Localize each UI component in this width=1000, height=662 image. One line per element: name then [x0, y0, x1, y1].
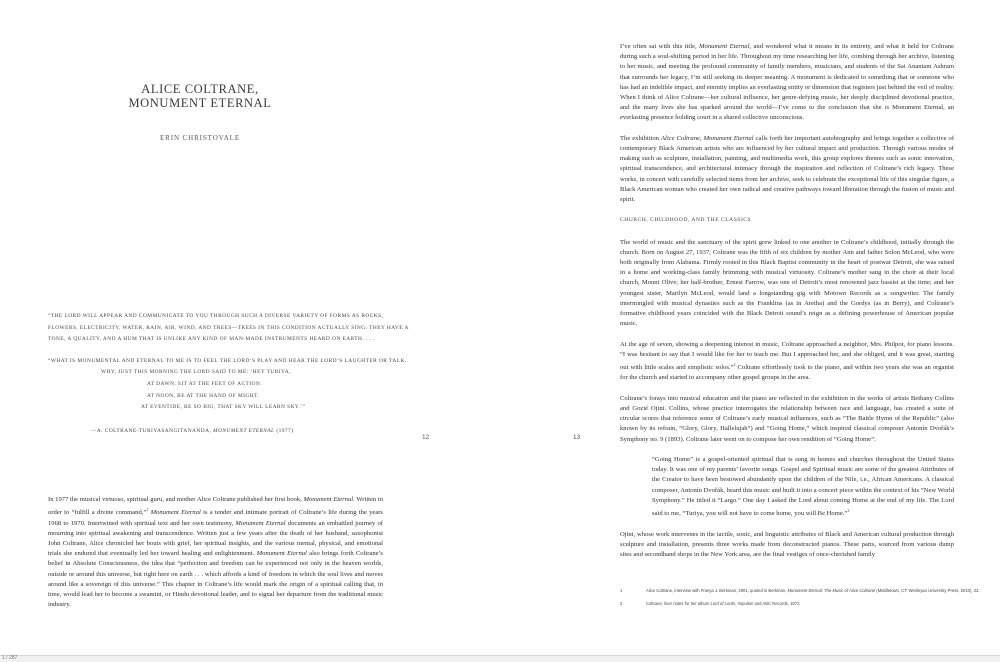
footnote-text — [646, 588, 1000, 595]
paragraph — [620, 340, 954, 384]
author-name: ERIN CHRISTOVALE — [159, 134, 241, 142]
body-text: documents an embattled journey of mourning into spiritual awakening and transcendence. Written just a few years after the death of her husband, saxophonist John Coltrane, Alice chronicled her bouts with grief, her spiritual insights, and the various mental, physical, and emotional trials she endured that eventually led her toward healing and enlightenment. — [48, 519, 383, 558]
section-heading: CHURCH, CHILDHOOD, AND THE CLASSICS — [620, 217, 752, 224]
footnote-body: Impulse! and ABC Records, 1972. — [737, 601, 801, 606]
footnote-ref: 2 — [733, 362, 736, 368]
body-text: also brings forth Coltrane’s belief in Absolute Consciousness, the idea that “perfection and freedom can be experienced not only in the heaven worlds, outside or around this universe, but right here on earth . . . which affords a kind of freedom in which the soul lives and moves around like a sovereign of this universe.” This chapter in Coltrane’s life would mark the origin of a spiritual calling that, in time, would lead her to become a swamini, or Hindu devotional leader, and to signal her departure from the traditional music industry. — [48, 550, 383, 609]
emphasis: is — [884, 104, 890, 112]
body-text: calls forth her important autobiography and brings together a collective of contemporary Black American artists who are influenced by her cultural impact and production. Through various modes of making such as sculpture, installation, painting, and multimedia work, this group explores themes such as sonic innovation, spiritual transcendence, and architectural intimacy through the inspiration and reflection of Coltrane’s rich legacy. These works, in concert with carefully selected items from her archive, seek to celebrate the exceptional life of this singular figure, a Black American woman who created her own radical and creative pathways toward liberation through the fusion of music and spirit. — [620, 134, 955, 204]
left-page — [0, 0, 500, 655]
body-text: is a tender and intimate portrait of Coltrane’s life during the years 1968 to 1970. Intertwined with spiritual text and her own testimony, — [48, 509, 384, 527]
paragraph — [620, 42, 954, 124]
body-text: Written in order to “fulfill a divine command,” — [48, 496, 384, 517]
footnote-title: Lord of Lords, — [710, 601, 737, 606]
book-title: Monument Eternal. — [303, 496, 355, 503]
epigraph-line: AT DAWN, SIT AT THE FEET OF ACTION. — [147, 380, 262, 387]
epigraph-line: TONE, A QUALITY, AND A HUM THAT IS UNLIKE ANY KIND OF MAN-MADE INSTRUMENTS HEARD ON EARTH. . . . — [48, 336, 375, 343]
footnote-body: Alice Coltrane, interview with Franya J. Berkman, 2001, quoted in Berkman, — [646, 588, 787, 593]
epigraph — [48, 311, 409, 437]
body-text: Monument Eternal, an everlasting presence holding court in a shared collective unconscious. — [620, 104, 954, 122]
paragraph — [620, 134, 954, 205]
epigraph-line: WHY, JUST THIS MORNING THE LORD SAID TO ME: ‘HEY TURIYA, — [101, 369, 291, 376]
paragraph: Coltrane’s forays into musical education and the piano are reflected in the exhibition in the works of artists Bethany Collins and Gozié Ojini. Collins, whose practice interrogates the relationship between race and language, has created a suite of circular scores that reference some of Coltrane’s early musical influences, such as “The Battle Hymn of the Republic” (also known by its refrain, “Glory, Glory, Hallelujah”) and “Going Home,” which inspired classical composer Antonín Dvořák’s Symphony no. 9 (1893). Coltrane later went on to compose her own rendition of “Going Home”: — [620, 394, 954, 443]
page-indicator: 1 / 287 — [2, 655, 18, 661]
book-title: Monument Eternal — [235, 519, 286, 527]
footnote-ref: 3 — [847, 508, 850, 514]
footnote-title: Monument Eternal: The Music of Alice Coltrane — [787, 588, 876, 593]
book-title: Monument Eternal, — [699, 43, 752, 50]
attribution-title: MONUMENT ETERNAL — [213, 427, 275, 434]
epigraph-line: “WHAT IS MONUMENTAL AND ETERNAL TO ME IS TO FEEL THE LORD’S PLAY AND HEAR THE LORD’S LAUGHTER OR TALK. — [48, 357, 407, 364]
footnote-body: (Middletown, CT: Wesleyan University Press, 2010), 23. — [876, 588, 980, 593]
body-text: At the age of seven, showing a deepening interest in music, Coltrane approached a neighbor, Mrs. Philpot, for piano lessons. “I was hesitant to say that I would like for her to teach me. But I approached her, and she obliged, and it was great, starting out with little scales and simplistic solos.” — [620, 340, 954, 372]
footnote-text — [646, 601, 1000, 608]
right-text-top — [620, 42, 954, 570]
footnote-number: 2 — [620, 601, 623, 606]
page-number-left: 12 — [422, 434, 430, 441]
body-text: I’ve often sat with this title, — [620, 43, 697, 50]
footnote — [620, 588, 1000, 601]
epigraph-line: AT EVENTIDE, BE SO BIG, THAT SKY WILL LEARN SKY.’” — [141, 404, 306, 411]
body-text: The exhibition — [620, 134, 659, 142]
epigraph-line: FLOWERS, ELECTRICITY, WATER, RAIN, AIR, WIND, AND TREES—TREES IN THIS CONDITION ACTUALLY SING. THEY HAVE A — [48, 324, 409, 331]
attribution-year: (1977) — [276, 427, 294, 434]
body-text: Coltrane effortlessly took to the piano, and within two years she was an organist for the church and started to accompany other gospel groups in the area. — [620, 364, 954, 382]
footnote-body: Coltrane, liner notes for her album — [646, 601, 710, 606]
book-title: Monument Eternal — [150, 509, 201, 517]
paragraph: The world of music and the sanctuary of the spirit grew linked to one another in Coltrane’s childhood, initially through the church. Born on August 27, 1937, Coltrane was the fifth of six children by mother Ann and father Solon McLeod, who were both originally from Alabama. Firmly rooted in this Black Baptist community in the heart of postwar Detroit, she was raised in a home and working-class family brimming with musical virtuosity. Coltrane’s mother sang in the choir at their local church, Mount Olive; her half-brother, Ernest Farrow, was one of Detroit’s most renowned jazz bassist at the time; and her youngest sister, Marilyn McLeod, would land a longstanding gig with Motown Records as a songwriter. The family intermingled with musical dynasties such as the Franklins (as in Aretha) and the Gordys (as in Berry), and Coltrane’s formative childhood years coincided with the Black Detroit sound’s reign as a defining powerhouse of American popular music. — [620, 238, 954, 328]
chapter-title-line-2: MONUMENT ETERNAL — [128, 96, 272, 110]
chapter-title — [100, 82, 300, 110]
footnote-number: 1 — [620, 588, 623, 593]
footnote — [620, 601, 1000, 609]
footnotes — [620, 588, 1000, 618]
epigraph-line: AT NOON, BE AT THE HAND OF MIGHT. — [147, 392, 260, 399]
intro-paragraph — [48, 495, 383, 621]
page-number-right: 13 — [573, 434, 581, 441]
epigraph-attribution — [48, 426, 409, 438]
epigraph-line: “THE LORD WILL APPEAR AND COMMUNICATE TO YOU THROUGH SUCH A DIVERSE VARIETY OF FORMS AS ROCKS, — [48, 313, 384, 319]
body-text: and wondered what it means in its entirety, and what it held for Coltrane during such a soul-shifting period in her life. Throughout my time researching her life, combing through her archive, listening to her music, and meeting the profound community of family members, musicians, and students of the Sai Anantam Ashram that surrounds her legacy, I’m still seeking its deeper meaning. A monument is dedicated to something that or someone who has had an indelible impact, and eternity implies an everlasting entity or dimension that registers just behind the veil of reality. When I think of Alice Coltrane—her cultural influence, her genre-defying music, her deeply disciplined devotional practice, and the many lives she has sparked around the world—I’ve come to the conclusion that she — [620, 43, 954, 112]
block-quote — [652, 455, 954, 519]
attribution-author: —A. COLTRANE-TURIYASANGITANANDA, — [91, 427, 212, 434]
chapter-title-line-1: ALICE COLTRANE, — [141, 82, 259, 96]
book-title: Monument Eternal — [256, 550, 307, 558]
exhibition-title: Alice Coltrane, Monument Eternal — [660, 134, 754, 142]
right-page — [500, 0, 1000, 655]
footnote-ref: 1 — [146, 507, 149, 513]
quote-text: “Going Home” is a gospel-oriented spiritual that is sung in homes and churches throughout the United States today. It was one of my parents’ favorite songs. Gospel and Spiritual music are some of the greatest Attributes of the Creator to have been bestowed abundantly upon the children of the Nile, i.e., African Americans. A classical composer, Antonín Dvořák, heard this music and built it into a concert piece within the context of his “New World Symphony.” He titled it “Largo.” One day I asked the Lord about coming Home at the end of my life. The Lord said to me, “Turiya, you will not have to come home, you will Be Home.” — [652, 456, 954, 518]
paragraph: Ojini, whose work intervenes in the tactile, sonic, and linguistic attributes of Black and American cultural production through sculpture and installation, presents three works made from deconstructed pianos. These parts, sourced from various dump sites and secondhand shops in the New York area, are the final vestiges of once-cherished family — [620, 530, 954, 559]
body-text: In 1977 the musical virtuoso, spiritual guru, and mother Alice Coltrane published her first book, — [48, 496, 302, 503]
